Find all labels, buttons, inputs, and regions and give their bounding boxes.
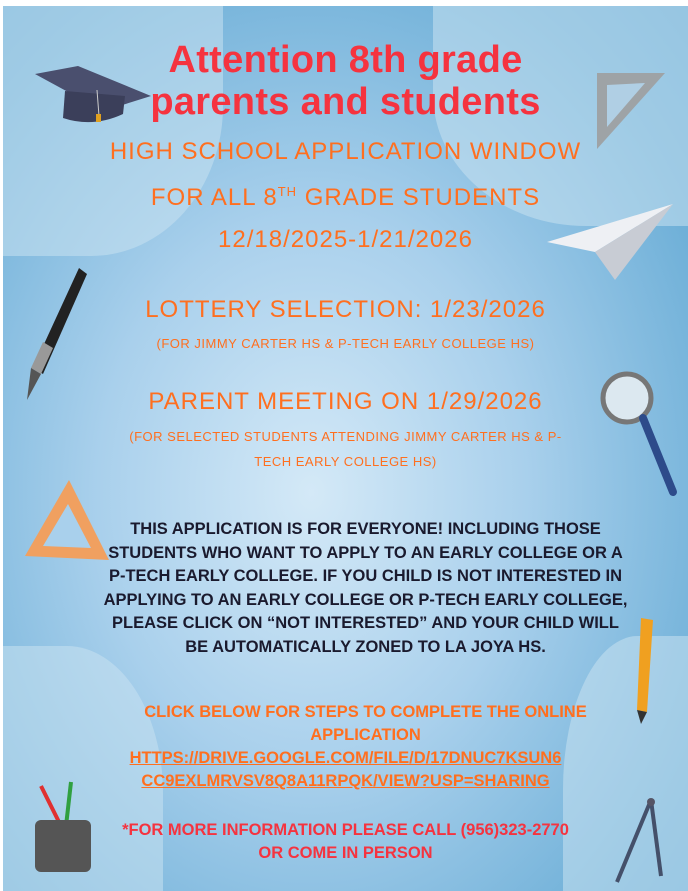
lottery-note: (FOR JIMMY CARTER HS & P-TECH EARLY COLLEGE HS) xyxy=(156,336,535,351)
contact-line-1: *FOR MORE INFORMATION PLEASE CALL (956)323-2770 xyxy=(122,821,569,839)
window-line-2 xyxy=(3,172,688,218)
window-line-2-text: GRADE STUDENTS xyxy=(297,184,541,211)
flyer xyxy=(3,6,688,891)
window-line-2-text: FOR ALL 8 xyxy=(150,184,278,211)
triangle-ruler-icon xyxy=(21,476,111,566)
window-dates: 12/18/2025-1/21/2026 xyxy=(218,226,473,253)
meeting-note-line: TECH EARLY COLLEGE HS) xyxy=(254,454,437,469)
application-link[interactable] xyxy=(3,747,688,793)
meeting-note-line: (FOR SELECTED STUDENTS ATTENDING JIMMY CARTER HS & P- xyxy=(129,429,562,444)
meeting-heading: PARENT MEETING ON 1/29/2026 xyxy=(148,388,543,415)
meeting-note xyxy=(3,424,688,474)
headline xyxy=(3,39,688,123)
headline-line-2: parents and students xyxy=(150,81,541,123)
pencil-icon xyxy=(633,616,657,726)
application-link-line-2[interactable]: CC9EXLMRVSV8Q8A11RPQK/VIEW?USP=SHARING xyxy=(141,772,550,790)
application-info: THIS APPLICATION IS FOR EVERYONE! INCLUDING THOSE STUDENTS WHO WANT TO APPLY TO AN EARLY COLLEGE OR A P-TECH EARLY COLLEGE. IF YOU CHILD IS NOT INTERESTED IN APPLYING TO AN EARLY COLLEGE OR P-TECH EARLY COLLEGE, PLEASE CLICK ON “NOT INTERESTED” AND YOUR CHILD WILL BE AUTOMATICALLY ZONED TO LA JOYA HS. xyxy=(103,520,628,656)
application-window xyxy=(3,132,688,260)
headline-line-1: Attention 8th grade xyxy=(168,39,523,81)
contact-line-2: OR COME IN PERSON xyxy=(258,844,433,862)
steps-text: CLICK BELOW FOR STEPS TO COMPLETE THE ONLINE APPLICATION xyxy=(144,703,587,744)
contact-info xyxy=(3,819,688,865)
lottery-heading: LOTTERY SELECTION: 1/23/2026 xyxy=(145,296,546,323)
window-line-1: HIGH SCHOOL APPLICATION WINDOW xyxy=(109,138,582,165)
superscript: TH xyxy=(277,184,298,199)
application-link-line-1[interactable]: HTTPS://DRIVE.GOOGLE.COM/FILE/D/17DNUC7KSUN6 xyxy=(129,749,562,767)
